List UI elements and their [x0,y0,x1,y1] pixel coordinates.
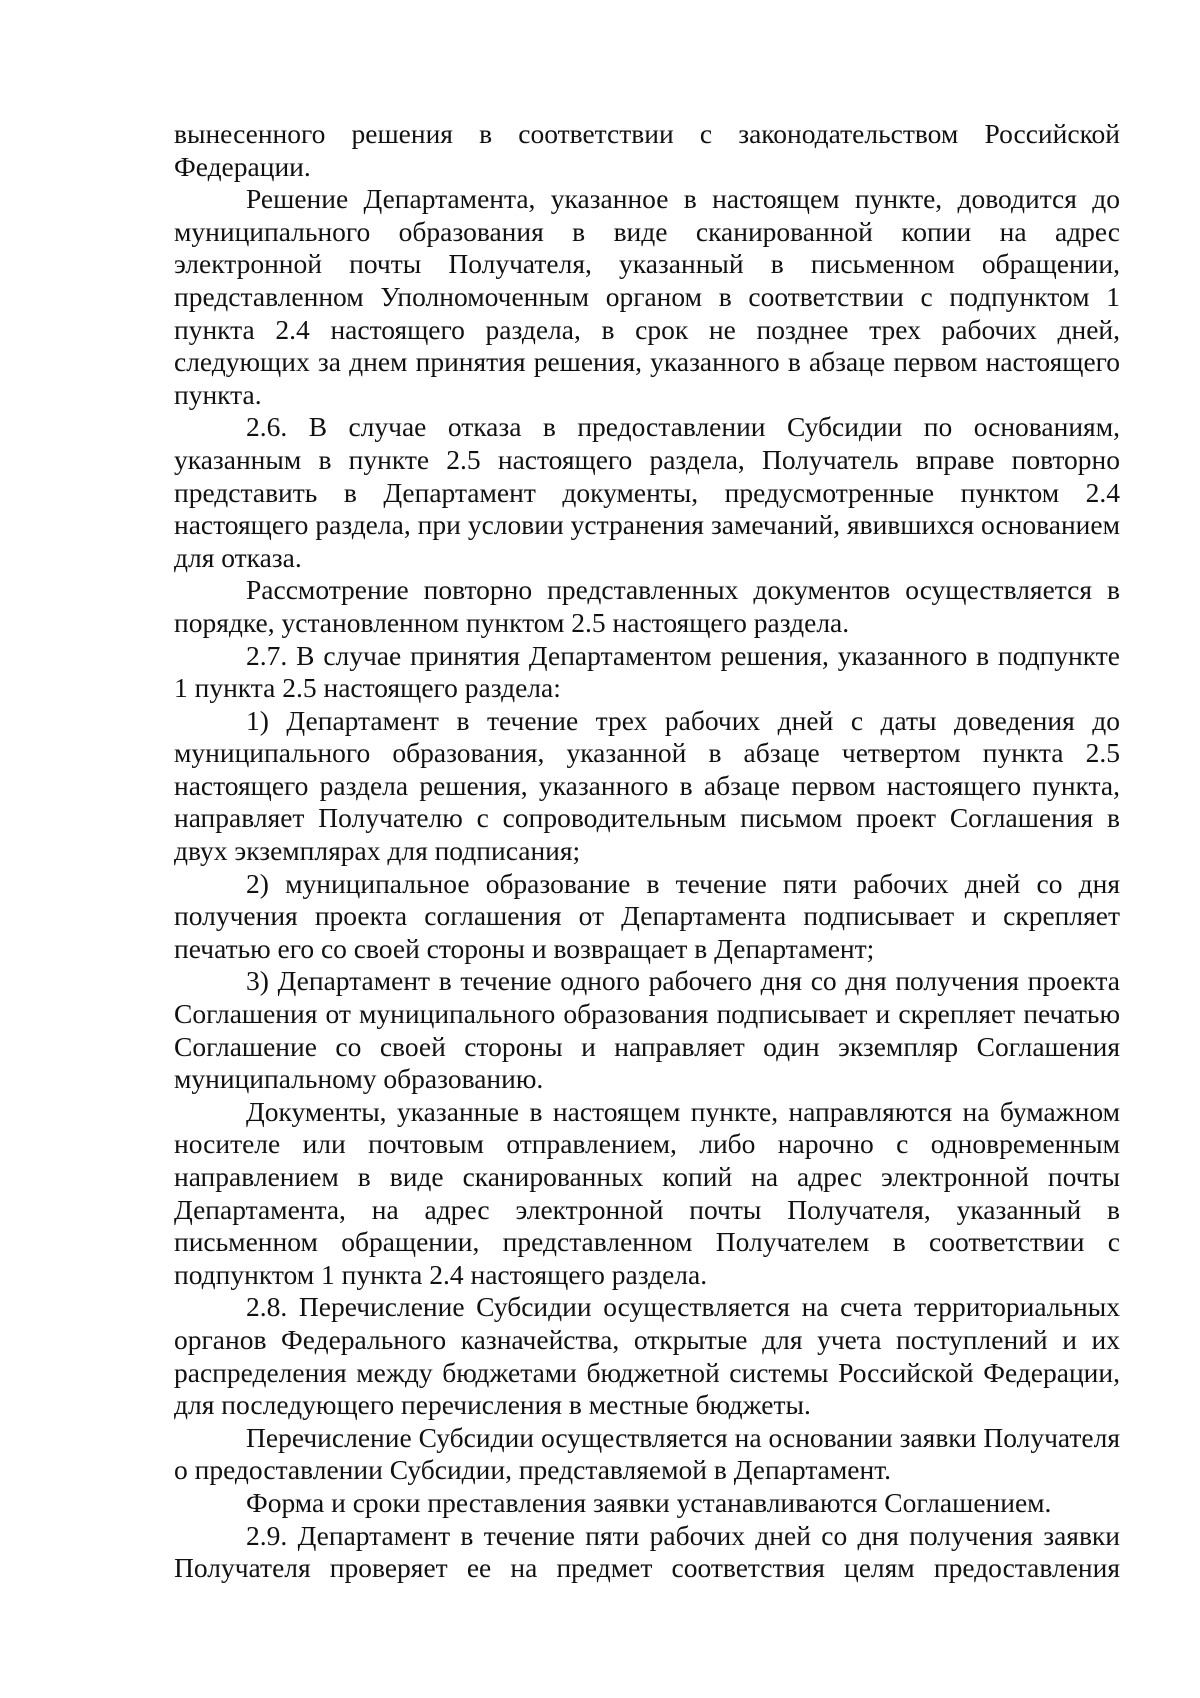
list-item: 3) Департамент в течение одного рабочего дня со дня получения проекта Соглашения от муниципального образования подписывает и скрепляет печатью Соглашение со своей стороны и направляет один экземпляр Соглашения муниципальному образованию. [174,965,1120,1095]
paragraph: Решение Департамента, указанное в настоящем пункте, доводится до муниципального образования в виде сканированной копии на адрес электронной почты Получателя, указанный в письменном обращении, представленном Уполномоченным органом в соответствии с подпунктом 1 пункта 2.4 настоящего раздела, в срок не позднее трех рабочих дней, следующих за днем принятия решения, указанного в абзаце первом настоящего пункта. [174,183,1120,410]
paragraph: Форма и сроки преставления заявки устанавливаются Соглашением. [246,1486,1052,1518]
document-page [174,118,1120,1585]
list-item: 2) муниципальное образование в течение пяти рабочих дней со дня получения проекта соглашения от Департамента подписывает и скрепляет печатью его со своей стороны и возвращает в Департамент; [174,867,1120,964]
paragraph: Рассмотрение повторно представленных документов осуществляется в порядке, установленном пунктом 2.5 настоящего раздела. [174,574,1120,638]
paragraph: 2.9. Департамент в течение пяти рабочих дней со дня получения заявки Получателя проверяет ее на предмет соответствия целям предоставления [174,1519,1120,1584]
paragraph: 2.7. В случае принятия Департаментом решения, указанного в подпункте 1 пункта 2.5 настоящего раздела: [174,639,1120,704]
paragraph: Перечисление Субсидии осуществляется на основании заявки Получателя о предоставлении Субсидии, представляемой в Департамент. [174,1421,1120,1486]
paragraph: 2.6. В случае отказа в предоставлении Субсидии по основаниям, указанным в пункте 2.5 настоящего раздела, Получатель вправе повторно представить в Департамент документы, предусмотренные пунктом 2.4 настоящего раздела, при условии устранения замечаний, явившихся основанием для отказа. [174,411,1120,573]
list-item: 1) Департамент в течение трех рабочих дней с даты доведения до муниципального образования, указанной в абзаце четвертом пункта 2.5 настоящего раздела решения, указанного в абзаце первом настоящего пункта, направляет Получателю с сопроводительным письмом проект Соглашения в двух экземплярах для подписания; [174,704,1120,867]
paragraph: 2.8. Перечисление Субсидии осуществляется на счета территориальных органов Федерального казначейства, открытые для учета поступлений и их распределения между бюджетами бюджетной системы Российской Федерации, для последующего перечисления в местные бюджеты. [174,1291,1120,1421]
paragraph: вынесенного решения в соответствии с законодательством Российской Федерации. [174,118,1120,182]
paragraph: Документы, указанные в настоящем пункте, направляются на бумажном носителе или почтовым отправлением, либо нарочно с одновременным направлением в виде сканированных копий на адрес электронной почты Департамента, на адрес электронной почты Получателя, указанный в письменном обращении, представленном Получателем в соответствии с подпунктом 1 пункта 2.4 настоящего раздела. [174,1095,1120,1290]
